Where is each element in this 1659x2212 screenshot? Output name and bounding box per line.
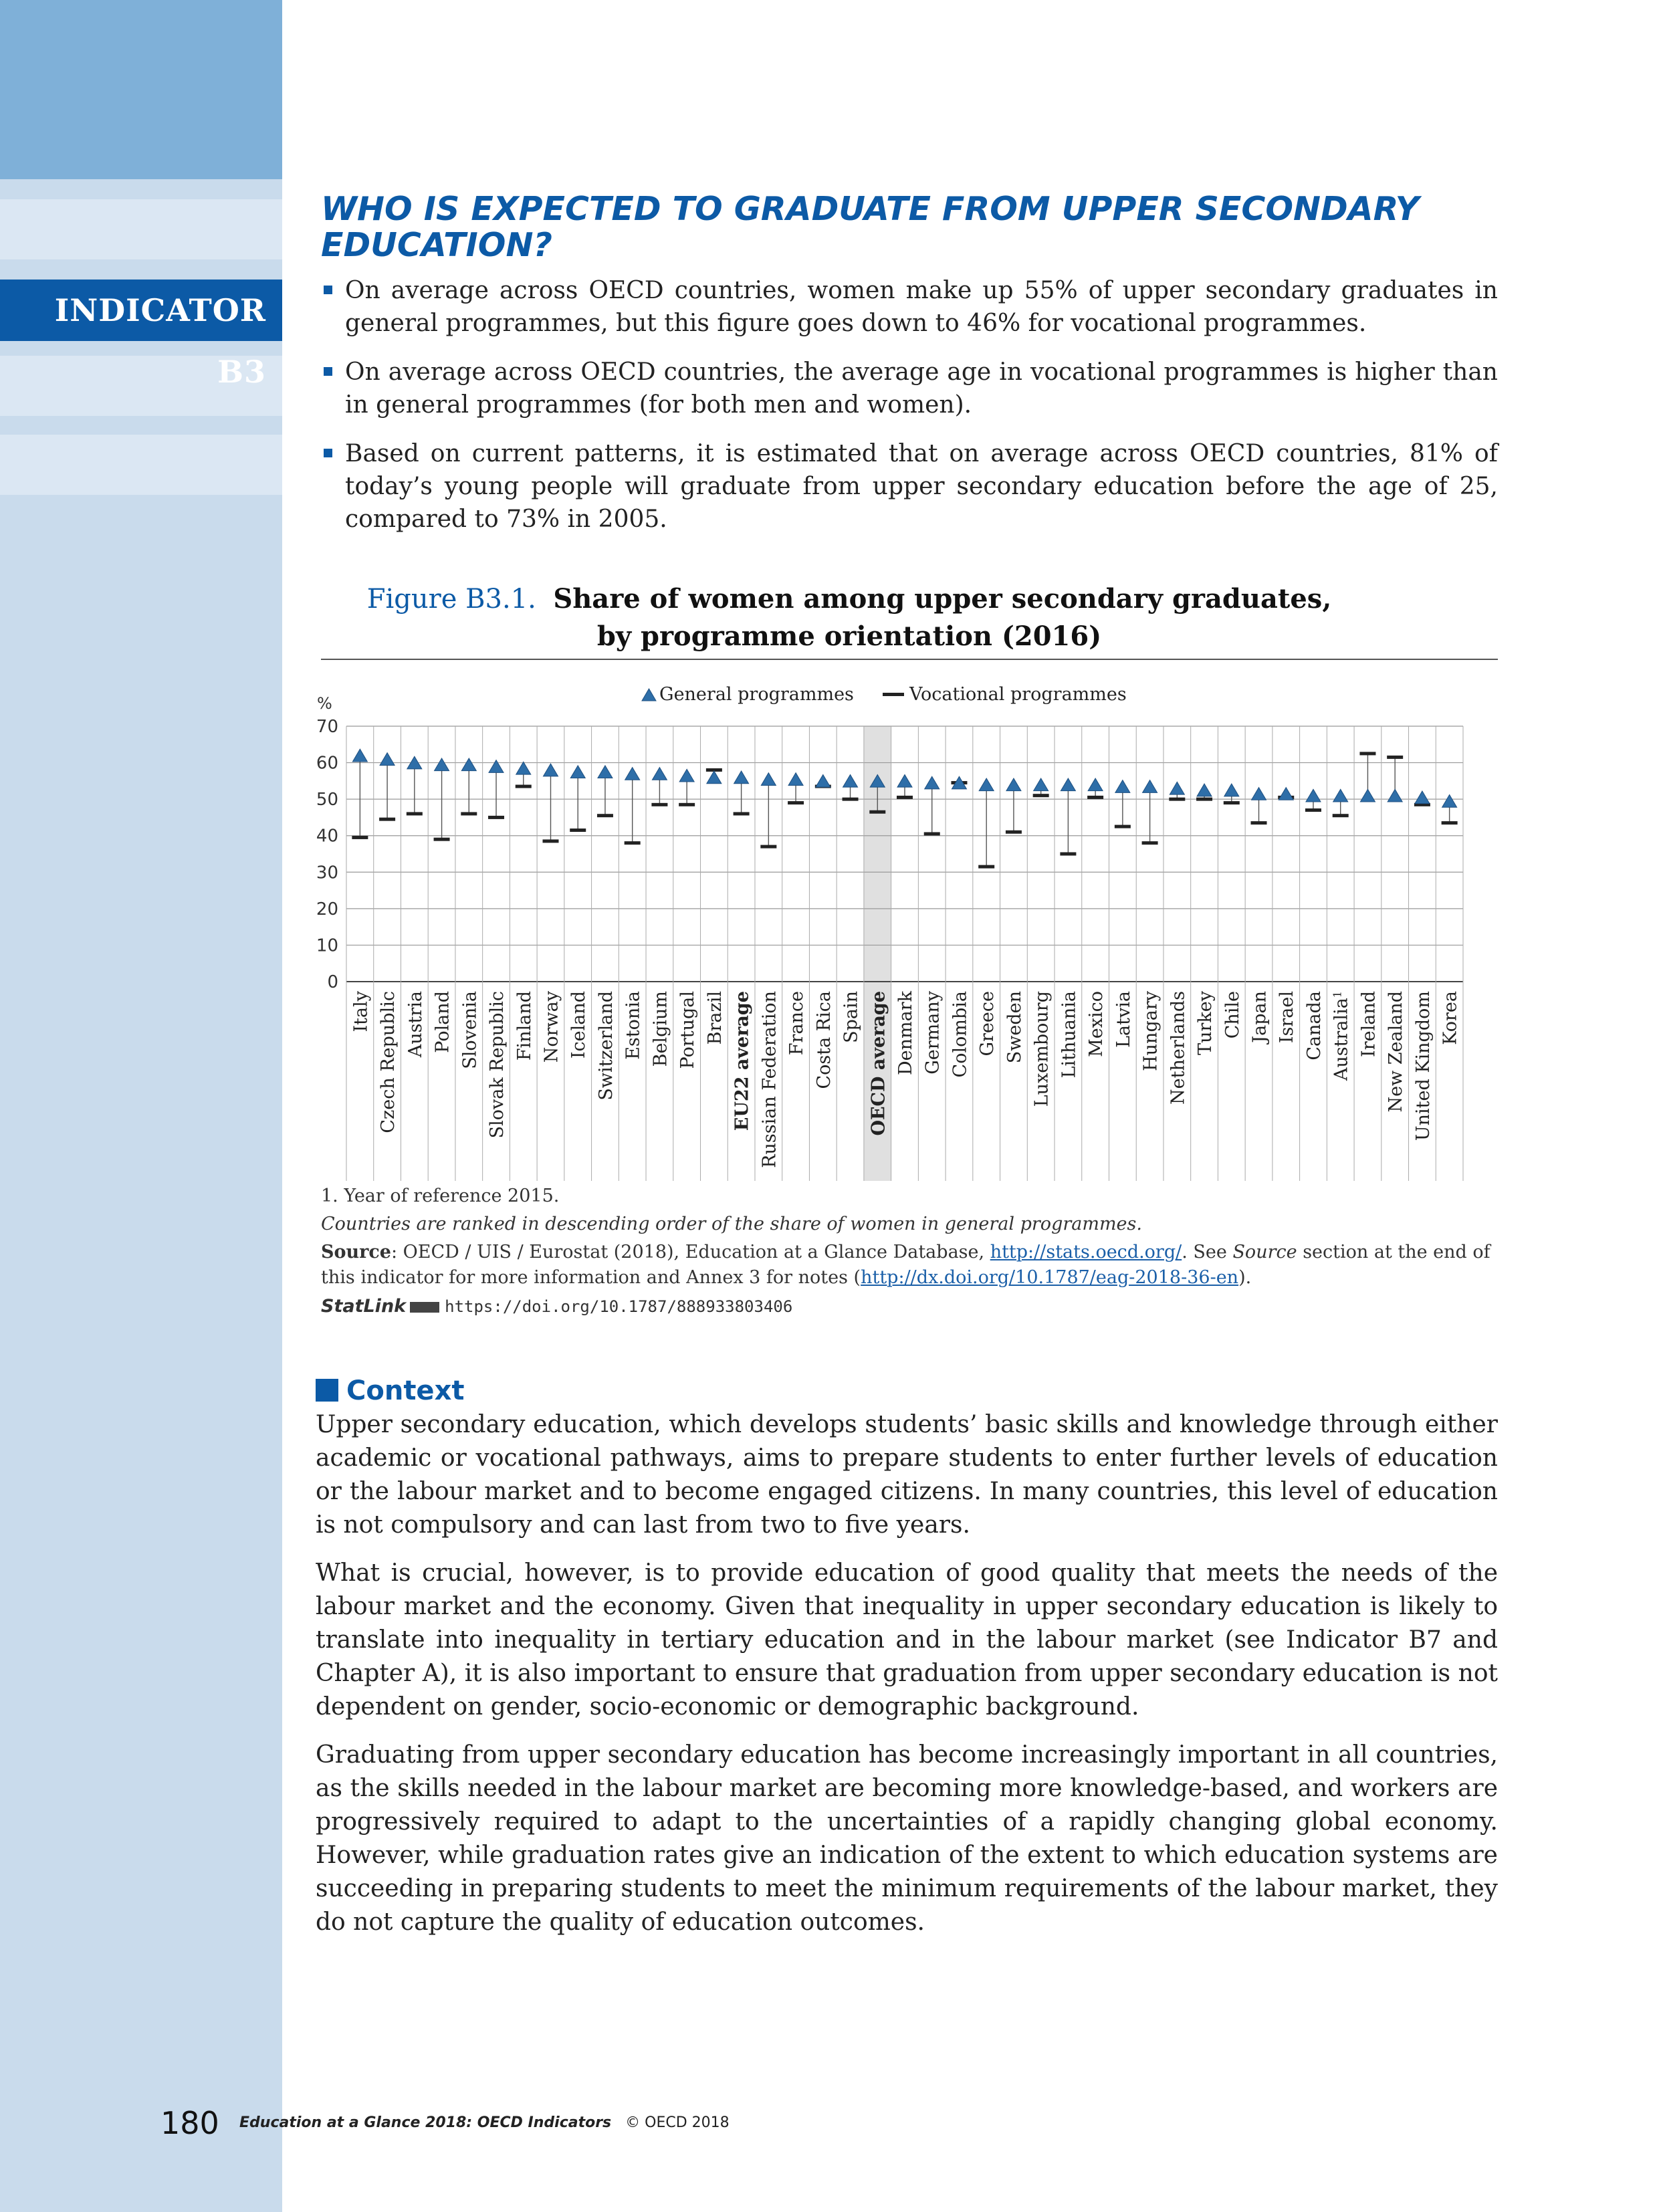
general-mark — [843, 774, 858, 787]
vocational-mark — [1305, 808, 1321, 812]
chart — [288, 669, 1511, 1184]
general-mark — [1388, 789, 1402, 802]
context-body — [316, 1408, 1498, 1954]
vocational-mark — [924, 832, 940, 835]
bullet-text: On average across OECD countries, women make up 55% of upper secondary graduates in general programmes, but this figure goes down to 46% for vocational programmes. — [345, 277, 1498, 337]
general-mark — [461, 758, 476, 771]
context-heading — [316, 1372, 464, 1410]
y-tick-label: 70 — [316, 717, 338, 737]
category-label: United Kingdom — [1412, 991, 1434, 1141]
footer-publication — [239, 2114, 730, 2131]
category-label: France — [786, 991, 808, 1056]
category-label: Luxembourg — [1031, 991, 1053, 1107]
y-axis-label: % — [317, 694, 332, 713]
figure-title-line2: by programme orientation (2016) — [596, 621, 1102, 652]
bullet-square-icon — [324, 286, 332, 294]
general-mark — [380, 753, 395, 766]
bullet-square-icon — [324, 367, 332, 376]
category-label: Portugal — [677, 991, 699, 1069]
general-mark — [1034, 778, 1048, 791]
ranking-note: Countries are ranked in descending order of the share of women in general programmes. — [321, 1214, 1142, 1234]
general-mark — [1252, 788, 1266, 800]
statlink — [321, 1294, 1498, 1319]
vocational-mark — [379, 818, 395, 821]
legend-dash-icon — [883, 693, 904, 696]
category-label: Poland — [432, 991, 453, 1053]
general-mark — [707, 771, 722, 784]
sidebar-tab — [0, 199, 282, 259]
general-mark — [788, 773, 803, 786]
vocational-mark — [488, 816, 504, 819]
category-label: Slovak Republic — [487, 991, 508, 1139]
general-mark — [979, 778, 994, 791]
general-mark — [679, 769, 694, 782]
category-label: Germany — [922, 991, 944, 1075]
category-label: Slovenia — [459, 991, 481, 1069]
y-tick-label: 0 — [327, 972, 338, 992]
vocational-mark — [625, 841, 641, 845]
category-label: Colombia — [950, 991, 971, 1078]
bullet-text: Based on current patterns, it is estimated that on average across OECD countries, 81% of today’s young people will graduate from upper secondary education before the age of 25, compared to 73% in 2005. — [345, 440, 1498, 533]
y-tick-label: 10 — [316, 935, 338, 956]
category-label: Israel — [1277, 991, 1298, 1044]
general-mark — [1006, 778, 1021, 791]
vocational-mark — [570, 828, 586, 832]
category-label: Australia$^1$ — [1331, 991, 1352, 1081]
general-mark — [543, 764, 558, 776]
source-text: . See — [1182, 1242, 1227, 1262]
general-mark — [897, 774, 912, 787]
vocational-mark — [788, 801, 804, 804]
sidebar-top-block — [0, 0, 282, 179]
vocational-mark — [352, 836, 368, 839]
category-label: Italy — [350, 991, 372, 1032]
vocational-mark — [1006, 831, 1022, 834]
vocational-mark — [434, 838, 450, 841]
category-label: Canada — [1303, 991, 1325, 1061]
category-label: Denmark — [895, 991, 916, 1075]
vocational-mark — [1333, 814, 1349, 817]
category-label: Finland — [514, 991, 535, 1061]
y-tick-label: 60 — [316, 753, 338, 774]
vocational-mark — [1142, 841, 1158, 845]
category-label: Chile — [1222, 991, 1243, 1039]
vocational-mark — [978, 865, 994, 869]
legend-label: Vocational programmes — [909, 684, 1127, 705]
vocational-mark — [869, 810, 885, 814]
vocational-mark — [1087, 796, 1103, 799]
source-text: section at the end of this indicator for more information and Annex 3 for notes ( — [321, 1242, 1490, 1288]
general-mark — [1333, 789, 1348, 802]
vocational-mark — [542, 839, 558, 843]
category-label: Japan — [1249, 991, 1270, 1043]
category-label: Costa Rica — [813, 991, 835, 1089]
general-mark — [352, 749, 367, 762]
sidebar-tab — [0, 435, 282, 495]
general-mark — [1442, 795, 1457, 808]
vocational-mark — [1033, 794, 1049, 797]
general-mark — [761, 773, 776, 786]
page-title: WHO IS EXPECTED TO GRADUATE FROM UPPER SECONDARY EDUCATION? — [321, 190, 1420, 264]
statlink-url[interactable]: https://doi.org/10.1787/888933803406 — [445, 1297, 793, 1316]
category-label: EU22 average — [732, 991, 753, 1131]
category-label: Belgium — [650, 991, 671, 1067]
category-label: Brazil — [704, 991, 726, 1045]
vocational-mark — [1442, 821, 1458, 824]
list-item — [321, 437, 1498, 536]
general-mark — [1224, 784, 1239, 796]
vocational-mark — [1359, 752, 1375, 755]
vocational-mark — [760, 845, 776, 849]
general-mark — [1360, 789, 1375, 802]
category-label: Netherlands — [1168, 991, 1189, 1105]
paragraph: Upper secondary education, which develops students’ basic skills and knowledge through either academic or vocational pathways, aims to prepare students to enter further levels of education or the labour market and to become engaged citizens. In many countries, this level of education is not compulsory and can last from two to five years. — [316, 1411, 1498, 1539]
general-mark — [435, 758, 449, 771]
vocational-mark — [843, 798, 859, 801]
category-label: Iceland — [568, 991, 590, 1059]
footnote: 1. Year of reference 2015. — [321, 1186, 560, 1206]
category-label: Spain — [841, 991, 862, 1043]
source-text: ). — [1238, 1267, 1252, 1288]
source-note — [321, 1240, 1498, 1291]
vocational-mark — [1060, 853, 1076, 856]
category-label: Mexico — [1086, 991, 1107, 1057]
category-label: New Zealand — [1386, 991, 1407, 1113]
vocational-mark — [897, 796, 913, 799]
bullet-text: On average across OECD countries, the average age in vocational programmes is higher than in general programmes (for both men and women). — [345, 358, 1498, 419]
general-mark — [1279, 788, 1293, 800]
category-label: Hungary — [1140, 991, 1162, 1071]
vocational-mark — [1115, 825, 1131, 828]
general-mark — [625, 768, 640, 780]
legend-label: General programmes — [659, 684, 854, 705]
general-mark — [1088, 778, 1103, 791]
category-label: Austria — [405, 991, 426, 1058]
vocational-mark — [1224, 801, 1240, 804]
vocational-mark — [461, 812, 477, 815]
paragraph: What is crucial, however, is to provide education of good quality that meets the needs of the labour market and the economy. Given that inequality in upper secondary education is likely to translate into inequality in tertiary education and in the labour market (see Indicator B7 and Chapter A), it is also important to ensure that graduation from upper secondary education is not dependent on gender, socio-economic or demographic background. — [316, 1559, 1498, 1721]
vocational-mark — [516, 785, 532, 788]
source-text: : OECD / UIS / Eurostat (2018), Education at a Glance Database, — [391, 1242, 985, 1262]
category-label: Norway — [541, 991, 562, 1063]
context-heading-text: Context — [346, 1375, 465, 1406]
category-label: Greece — [977, 991, 998, 1057]
general-mark — [652, 768, 667, 780]
category-label: Sweden — [1004, 991, 1025, 1064]
general-mark — [1306, 789, 1321, 802]
figure-title-line1: Share of women among upper secondary graduates, — [553, 583, 1332, 615]
y-tick-label: 40 — [316, 826, 338, 847]
copyright: © OECD 2018 — [625, 2114, 730, 2131]
category-label: Switzerland — [595, 991, 617, 1101]
general-mark — [570, 766, 585, 778]
paragraph: Graduating from upper secondary education has become increasingly important in all countries, as the skills needed in the labour market are becoming more knowledge-based, and workers are progressively required to adapt to the uncertainties of a rapidly changing global economy. However, while graduation rates give an indication of the extent to which education systems are succeeding in preparing students to meet the minimum requirements of the labour market, they do not capture the quality of education outcomes. — [316, 1741, 1498, 1936]
source-italic: Source — [1232, 1242, 1297, 1262]
general-mark — [516, 762, 531, 774]
indicator-label: INDICATOR B3 — [0, 280, 282, 341]
y-tick-label: 30 — [316, 863, 338, 883]
figure-rule — [321, 659, 1498, 660]
general-mark — [1197, 784, 1212, 796]
category-label: Latvia — [1113, 991, 1134, 1048]
category-label: Czech Republic — [378, 991, 399, 1133]
vocational-mark — [407, 812, 423, 815]
general-mark — [1061, 778, 1075, 791]
statlink-label: StatLink — [321, 1296, 407, 1317]
page-number: 180 — [160, 2105, 219, 2141]
bullet-square-icon — [324, 449, 332, 457]
figure-number: Figure B3.1. — [366, 584, 536, 615]
vocational-mark — [1169, 798, 1185, 801]
general-mark — [598, 766, 613, 778]
source-link-doi[interactable]: http://dx.doi.org/10.1787/eag-2018-36-en — [861, 1267, 1239, 1288]
vocational-mark — [651, 803, 667, 806]
vocational-mark — [679, 803, 695, 806]
source-link-stats[interactable]: http://stats.oecd.org/ — [990, 1242, 1182, 1262]
legend-triangle-icon — [642, 689, 656, 701]
general-mark — [1115, 780, 1130, 793]
category-label: Korea — [1440, 991, 1461, 1045]
source-label: Source — [321, 1242, 391, 1262]
y-tick-label: 20 — [316, 899, 338, 919]
general-mark — [1170, 782, 1184, 794]
general-mark — [925, 776, 939, 789]
y-tick-label: 50 — [316, 790, 338, 810]
vocational-mark — [1196, 798, 1212, 801]
heading-square-icon — [316, 1379, 338, 1402]
category-superscript: 1 — [1331, 991, 1344, 998]
vocational-mark — [1251, 821, 1267, 824]
category-label: Russian Federation — [759, 991, 780, 1168]
list-item — [321, 274, 1498, 340]
list-item — [321, 356, 1498, 421]
general-mark — [489, 760, 504, 773]
category-label: Ireland — [1358, 991, 1379, 1057]
vocational-mark — [597, 814, 613, 817]
vocational-mark — [1387, 756, 1403, 759]
statlink-logo-icon — [410, 1302, 439, 1313]
general-mark — [816, 774, 831, 787]
sidebar — [0, 0, 282, 2212]
figure-title — [361, 580, 1337, 655]
vocational-mark — [734, 812, 750, 815]
key-findings-list — [321, 274, 1498, 552]
general-mark — [1415, 791, 1430, 804]
category-label: OECD average — [868, 991, 889, 1136]
general-mark — [734, 771, 749, 784]
category-label: Turkey — [1195, 991, 1216, 1055]
general-mark — [1143, 780, 1157, 793]
category-label: Estonia — [623, 991, 644, 1060]
publication-title: Education at a Glance 2018: OECD Indicators — [239, 2114, 612, 2131]
category-label: Lithuania — [1059, 991, 1080, 1079]
